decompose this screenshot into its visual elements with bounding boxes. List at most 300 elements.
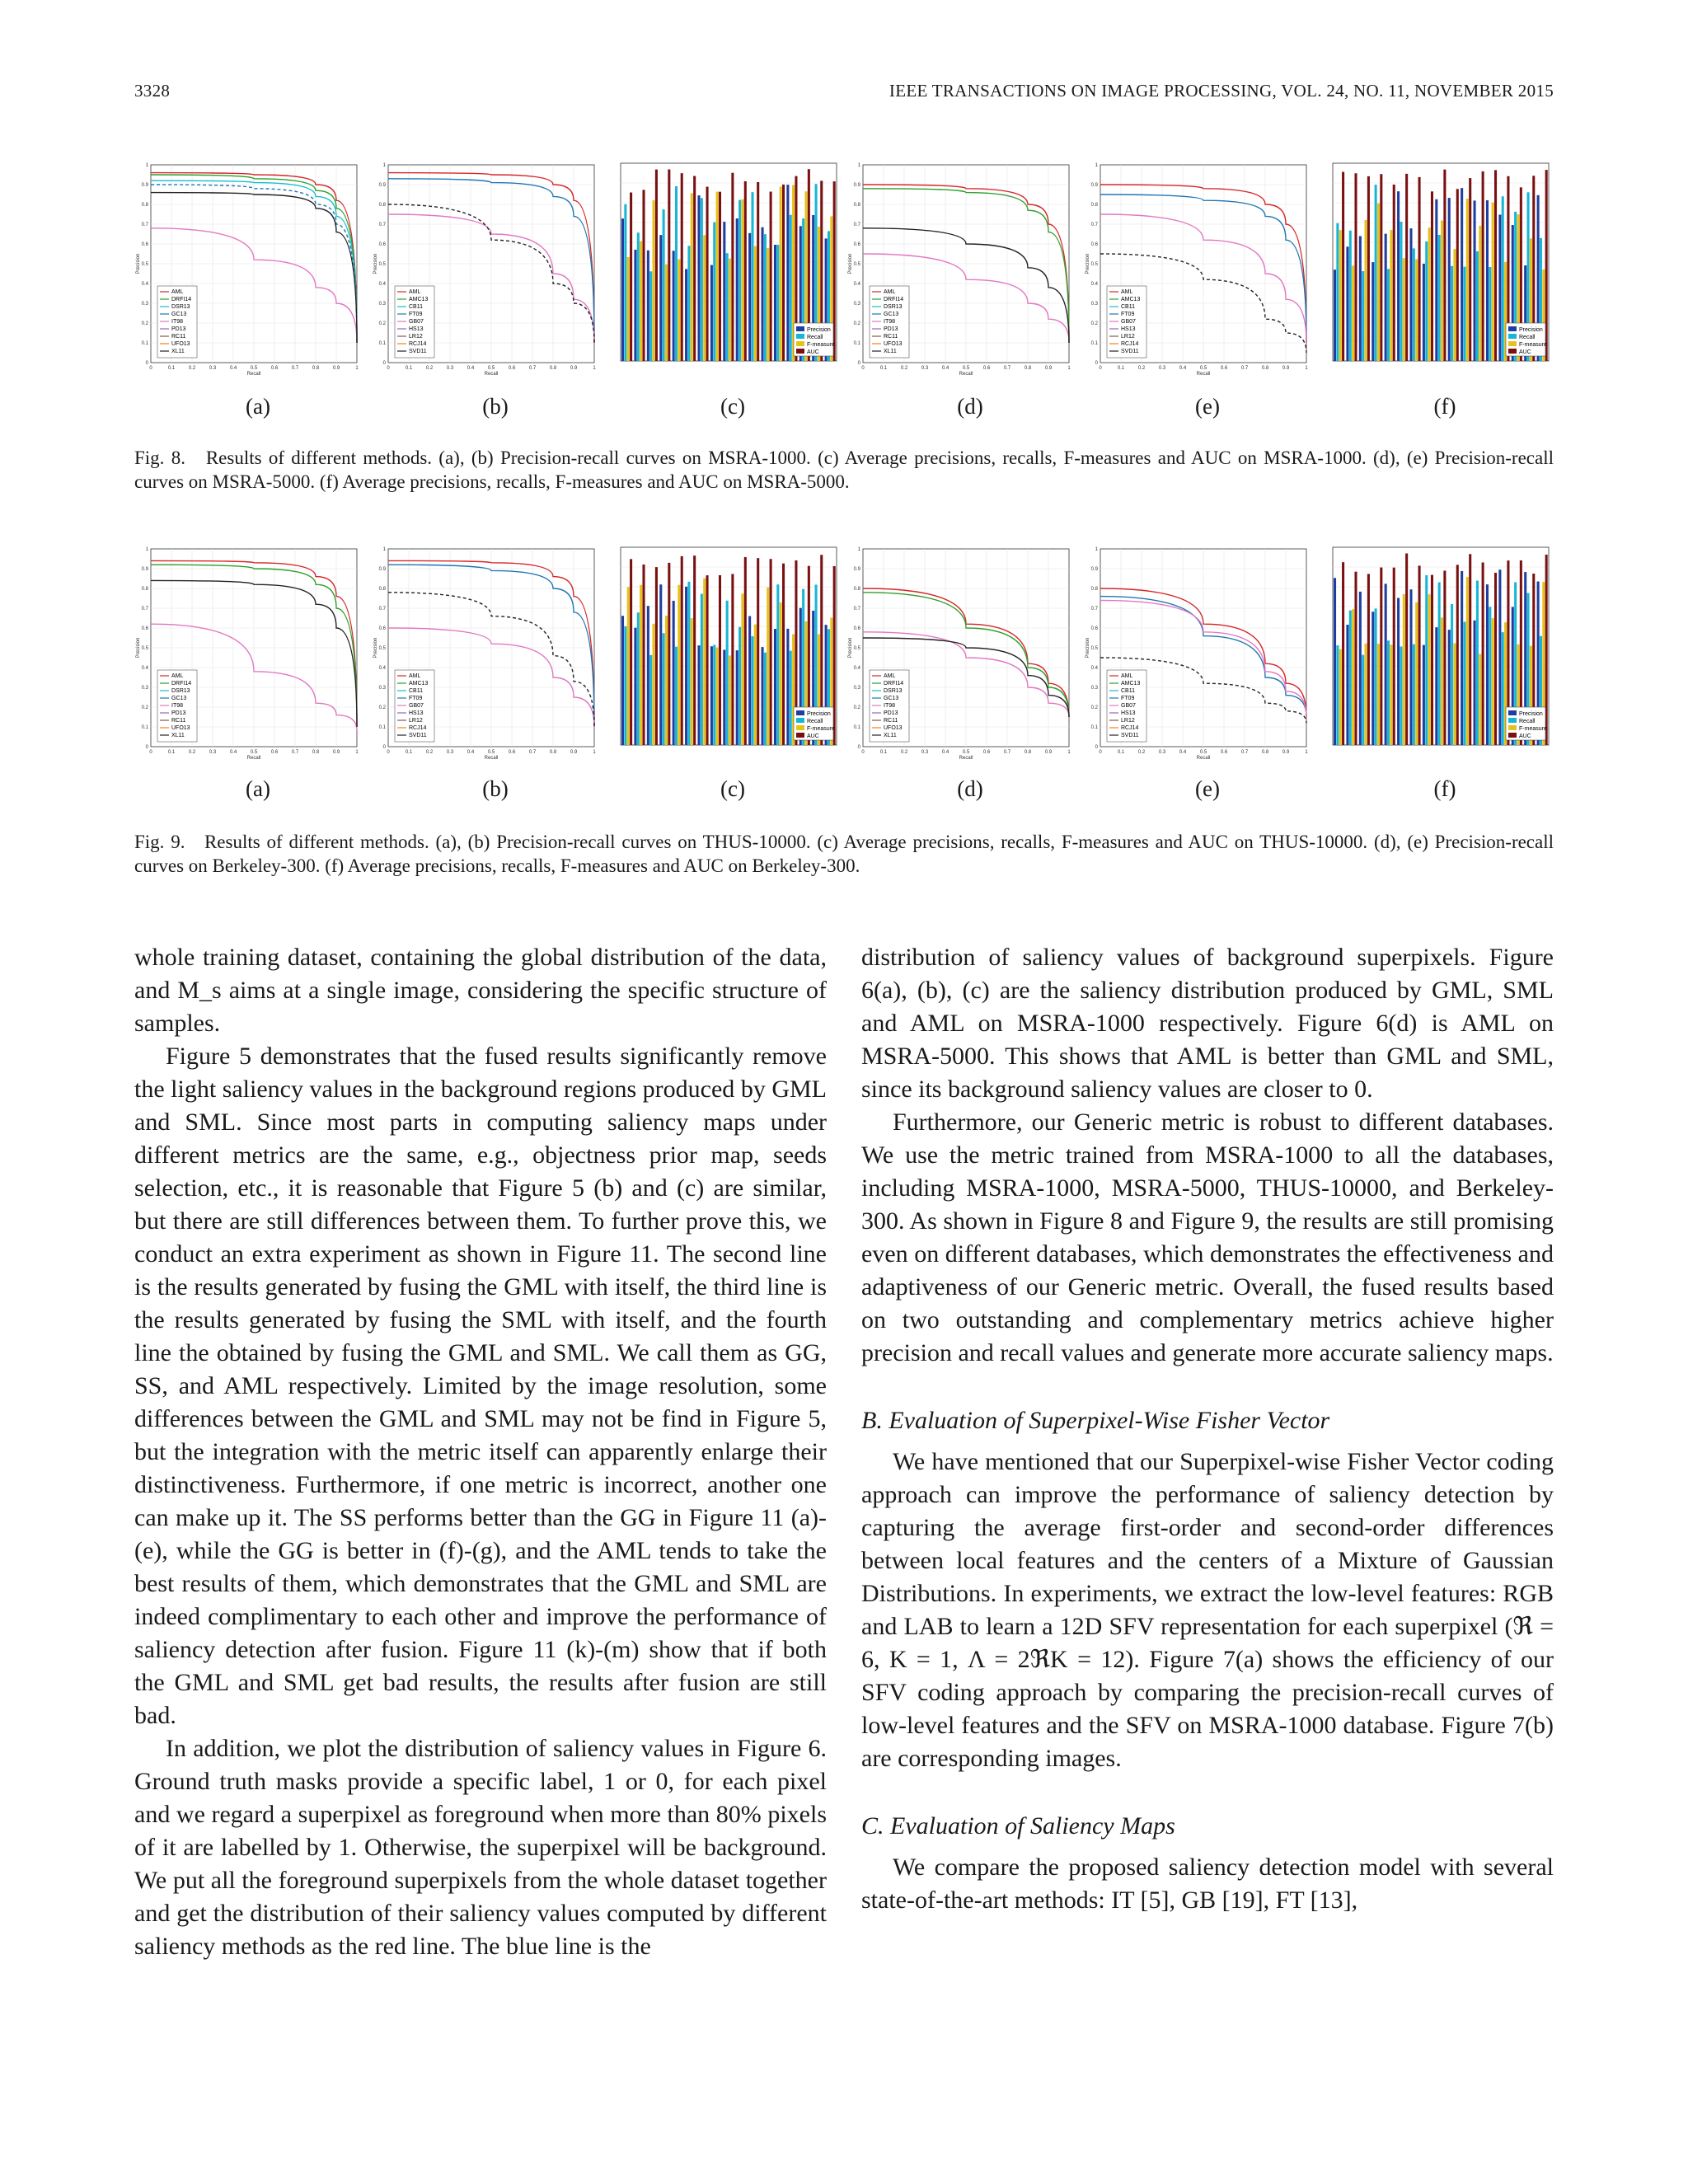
y-tick-label: 0.4: [141, 282, 148, 287]
bar: [1476, 251, 1479, 361]
legend-entry: AML: [1121, 673, 1133, 679]
bar: [723, 649, 725, 745]
bar: [1443, 170, 1446, 361]
x-tick-label: 0.5: [487, 366, 495, 371]
bar: [774, 629, 776, 745]
bar: [1451, 604, 1453, 745]
y-tick-label: 0.3: [853, 686, 860, 691]
legend-entry: Recall: [807, 719, 823, 724]
legend-entry: FT09: [409, 312, 423, 317]
legend-swatch: [1508, 341, 1517, 346]
y-tick-label: 0.5: [1090, 262, 1098, 267]
y-tick-label: 0: [145, 745, 148, 750]
y-tick-label: 0.6: [1090, 626, 1098, 631]
x-tick-label: 0.4: [1179, 750, 1187, 755]
y-axis-label: Precision: [373, 637, 378, 658]
bar: [738, 627, 741, 745]
fig8-label-a: (a): [246, 394, 270, 419]
bar: [1461, 571, 1463, 745]
y-tick-label: 0.9: [1090, 183, 1098, 188]
y-tick-label: 0.1: [141, 725, 148, 730]
legend-entry: GC13: [884, 312, 899, 317]
bar: [1400, 222, 1402, 361]
x-tick-label: 0.7: [528, 750, 537, 755]
bar: [668, 170, 670, 361]
bar: [1403, 594, 1405, 745]
chart-svg-fig9f: [1321, 542, 1552, 761]
y-tick-label: 0: [382, 745, 386, 750]
bar: [687, 246, 690, 361]
bar: [731, 173, 734, 361]
bar: [729, 259, 731, 361]
legend-swatch: [796, 349, 804, 354]
chart-fig8b: [372, 158, 603, 377]
x-tick-label: 0.2: [425, 366, 434, 371]
x-tick-label: 1: [593, 750, 596, 755]
fig9-label-c: (c): [720, 776, 745, 801]
x-axis-label: Recall: [1196, 372, 1211, 377]
bar: [691, 618, 693, 745]
legend-entry: CB11: [409, 304, 423, 310]
x-tick-label: 0.3: [1158, 366, 1166, 371]
x-tick-label: 0.3: [1158, 750, 1166, 755]
y-tick-label: 0.2: [1090, 321, 1098, 326]
bar: [1453, 643, 1456, 745]
legend-entry: XL11: [884, 733, 897, 738]
bar: [754, 246, 757, 361]
bar: [1463, 622, 1465, 745]
bar: [1405, 553, 1408, 745]
bar: [713, 644, 715, 745]
bar: [634, 628, 636, 745]
bar: [1372, 612, 1374, 745]
y-tick-label: 0.4: [378, 666, 386, 671]
legend-entry: PD13: [884, 710, 898, 716]
x-tick-label: 0.6: [982, 750, 991, 755]
bar: [754, 625, 757, 745]
legend-entry: IT98: [884, 703, 896, 709]
y-tick-label: 0.2: [853, 705, 860, 710]
bar: [693, 555, 696, 745]
x-tick-label: 0.1: [879, 366, 888, 371]
bar: [1359, 237, 1362, 361]
bar: [1476, 580, 1479, 745]
y-tick-label: 0.6: [853, 626, 860, 631]
bar: [1466, 577, 1469, 745]
bar: [1352, 609, 1354, 745]
y-tick-label: 0.6: [378, 626, 386, 631]
y-tick-label: 0.1: [1090, 725, 1098, 730]
legend-entry: CB11: [1121, 688, 1135, 694]
bar: [1393, 568, 1395, 745]
x-tick-label: 0: [149, 750, 152, 755]
bar: [1380, 174, 1382, 361]
legend-entry: AUC: [807, 733, 819, 739]
bar: [1413, 644, 1415, 745]
bar: [744, 181, 747, 361]
x-tick-label: 0.5: [1199, 366, 1207, 371]
bar: [1377, 204, 1380, 361]
bar: [1336, 223, 1339, 361]
y-tick-label: 0.8: [1090, 203, 1098, 208]
bar: [1387, 640, 1390, 745]
legend-entry: AML: [409, 673, 421, 679]
section-b-title: B. Evaluation of Superpixel-Wise Fisher Vector: [861, 1407, 1330, 1434]
bar: [1342, 172, 1344, 361]
x-tick-label: 0.6: [270, 366, 279, 371]
x-tick-label: 0: [387, 750, 390, 755]
legend-entry: CB11: [409, 688, 423, 694]
chart-fig9f: [1321, 542, 1552, 761]
bar: [1489, 267, 1491, 361]
legend-entry: RCJ14: [1121, 725, 1139, 731]
section-c-paragraph: We compare the proposed saliency detection model with several state-of-the-art methods: IT [5], GB [19], FT [13],: [861, 1854, 1554, 1914]
journal-header: IEEE TRANSACTIONS ON IMAGE PROCESSING, VOL. 24, NO. 11, NOVEMBER 2015: [889, 81, 1554, 101]
bar: [1486, 200, 1489, 361]
chart-svg-fig9b: [372, 542, 603, 761]
bar: [1375, 185, 1377, 361]
bar: [630, 193, 632, 361]
bar: [627, 587, 630, 745]
x-tick-label: 0: [387, 366, 390, 371]
x-tick-label: 0.9: [570, 366, 578, 371]
x-tick-label: 1: [355, 366, 359, 371]
legend-entry: F-measure: [807, 342, 835, 348]
y-tick-label: 0.2: [141, 321, 148, 326]
legend-entry: FT09: [409, 696, 423, 701]
y-tick-label: 0.8: [378, 587, 386, 592]
y-tick-label: 0.5: [141, 646, 148, 651]
bar: [1385, 234, 1387, 361]
legend-swatch: [1508, 725, 1517, 730]
bar: [770, 559, 772, 745]
x-tick-label: 1: [1305, 750, 1308, 755]
legend-swatch: [1508, 349, 1517, 354]
bar: [1400, 647, 1402, 745]
y-axis-label: Precision: [1085, 637, 1090, 658]
bar: [1352, 265, 1354, 361]
x-tick-label: 0.6: [508, 750, 516, 755]
bar: [782, 185, 785, 361]
y-axis-label: Precision: [136, 637, 141, 658]
bar: [665, 616, 668, 745]
bar: [663, 209, 665, 361]
x-tick-label: 0.1: [405, 366, 413, 371]
y-tick-label: 1: [145, 163, 148, 168]
bar: [691, 193, 693, 361]
legend-entry: PD13: [171, 710, 186, 716]
legend-entry: HS13: [409, 710, 424, 716]
bar: [1469, 178, 1471, 361]
bar: [762, 227, 764, 361]
x-tick-label: 0.2: [900, 750, 908, 755]
y-tick-label: 1: [857, 547, 860, 552]
y-axis-label: Precision: [373, 253, 378, 274]
y-tick-label: 0.8: [141, 203, 148, 208]
bar: [780, 187, 782, 361]
bar: [1474, 621, 1476, 745]
x-tick-label: 0.3: [209, 750, 217, 755]
bar: [678, 260, 680, 361]
chart-fig9a: [134, 542, 365, 761]
y-tick-label: 0.8: [853, 203, 860, 208]
y-tick-label: 0.3: [141, 302, 148, 307]
y-tick-label: 0.5: [141, 262, 148, 267]
bar: [659, 235, 662, 361]
bar: [668, 563, 670, 745]
y-tick-label: 0.2: [1090, 705, 1098, 710]
y-tick-label: 0.9: [853, 567, 860, 572]
x-tick-label: 0.3: [209, 366, 217, 371]
bar: [776, 584, 779, 745]
legend-entry: HS13: [409, 326, 424, 332]
bar: [1349, 611, 1352, 745]
y-tick-label: 0.3: [1090, 302, 1098, 307]
legend-entry: LR12: [409, 334, 423, 340]
right-paragraph-1: distribution of saliency values of background superpixels. Figure 6(a), (b), (c) are the saliency distribution produced by GML, SML and AML on MSRA-1000 respectively. Figure 6(d) is AML on MSRA-5000. This shows that AML is better than GML and SML, since its background saliency values are closer to 0.: [861, 944, 1554, 1103]
bar: [1423, 264, 1425, 361]
legend-entry: DSR13: [171, 304, 190, 310]
legend-entry: SVD11: [409, 733, 427, 738]
bar: [1415, 602, 1418, 745]
chart-fig8c: [609, 158, 840, 377]
bar: [1372, 262, 1374, 361]
legend-entry: IT98: [171, 703, 184, 709]
bar: [1409, 228, 1412, 361]
bar: [1453, 249, 1456, 361]
legend-entry: DRFI14: [884, 681, 904, 687]
y-tick-label: 0.7: [141, 607, 148, 612]
x-tick-label: 0.2: [425, 750, 434, 755]
fig9-label-b: (b): [482, 776, 509, 801]
bar: [1397, 598, 1400, 745]
legend-entry: LR12: [409, 718, 423, 724]
bar: [1385, 583, 1387, 745]
bar: [675, 647, 678, 745]
bar: [642, 565, 645, 745]
bar: [1403, 258, 1405, 361]
bar: [1498, 214, 1501, 361]
legend-entry: AMC13: [1121, 297, 1141, 302]
bar: [744, 557, 747, 745]
x-tick-label: 0.8: [312, 366, 320, 371]
legend-swatch: [1508, 733, 1517, 738]
bar: [653, 624, 655, 745]
bar: [681, 556, 683, 745]
y-tick-label: 0.5: [378, 262, 386, 267]
legend-entry: GB07: [409, 703, 424, 709]
bar: [757, 182, 759, 361]
bar: [655, 170, 658, 361]
bar: [1456, 565, 1459, 745]
x-axis-label: Recall: [959, 756, 973, 761]
y-tick-label: 0.4: [1090, 666, 1098, 671]
bar: [1469, 554, 1471, 745]
y-tick-label: 0.7: [141, 223, 148, 227]
y-tick-label: 0.3: [378, 686, 386, 691]
legend-entry: DRFI14: [884, 297, 904, 302]
bar: [637, 612, 640, 745]
x-tick-label: 0: [861, 750, 865, 755]
bar: [786, 629, 789, 745]
legend-entry: AML: [409, 289, 421, 295]
bar: [697, 195, 700, 361]
y-tick-label: 0.5: [378, 646, 386, 651]
x-tick-label: 0.4: [941, 366, 950, 371]
x-tick-label: 0.7: [1240, 750, 1249, 755]
y-tick-label: 0.9: [378, 567, 386, 572]
page-number: 3328: [134, 81, 171, 101]
y-tick-label: 1: [857, 163, 860, 168]
bar: [697, 645, 700, 745]
bar: [1494, 573, 1497, 745]
legend-entry: Recall: [807, 335, 823, 340]
bar: [627, 257, 630, 361]
legend-entry: AML: [884, 289, 896, 295]
legend-entry: LR12: [1121, 718, 1135, 724]
x-tick-label: 0: [1099, 366, 1102, 371]
fig8-label-b: (b): [482, 394, 509, 419]
y-tick-label: 0.3: [378, 302, 386, 307]
x-tick-label: 0.4: [1179, 366, 1187, 371]
bar: [1441, 221, 1443, 361]
x-tick-label: 0.2: [188, 750, 196, 755]
x-tick-label: 0.5: [250, 750, 258, 755]
fig9-label-a: (a): [246, 776, 270, 801]
bar: [1466, 199, 1469, 361]
bar: [726, 601, 729, 745]
bar: [637, 232, 640, 361]
legend-entry: CB11: [1121, 304, 1135, 310]
bar: [1502, 632, 1504, 745]
legend-swatch: [1508, 718, 1517, 723]
bar: [1425, 575, 1428, 745]
bar: [1334, 578, 1336, 745]
x-axis-label: Recall: [1196, 756, 1211, 761]
y-axis-label: Precision: [136, 253, 141, 274]
y-tick-label: 0.3: [1090, 686, 1098, 691]
x-tick-label: 0.4: [229, 750, 237, 755]
legend-swatch: [1508, 326, 1517, 331]
x-axis-label: Recall: [484, 756, 499, 761]
x-tick-label: 0.4: [229, 366, 237, 371]
section-b-paragraph: We have mentioned that our Superpixel-wise Fisher Vector coding approach can improve the performance of saliency detection by capturing the average first-order and second-order differences between local features and the centers of a Mixture of Gaussian Distributions. In experiments, we extract the low-level features: RGB and LAB to learn a 12D SFV representation for each superpixel (ℜ = 6, K = 1, Λ = 2ℜK = 12). Figure 7(a) shows the efficiency of our SFV coding approach by comparing the precision-recall curves of low-level features and the SFV on MSRA-1000 database. Figure 7(b) are corresponding images.: [861, 1448, 1554, 1772]
y-tick-label: 0.4: [1090, 282, 1098, 287]
bar: [723, 222, 725, 361]
bar: [1486, 584, 1489, 745]
bar: [621, 218, 624, 361]
chart-fig9c: [609, 542, 840, 761]
x-tick-label: 0.6: [982, 366, 991, 371]
bar: [701, 594, 703, 745]
bar: [1413, 248, 1415, 361]
x-tick-label: 0.8: [549, 366, 557, 371]
legend-entry: AMC13: [409, 681, 429, 687]
legend-entry: GC13: [884, 696, 899, 701]
x-tick-label: 0.6: [1220, 366, 1228, 371]
bar: [649, 655, 652, 745]
bar: [764, 234, 767, 361]
y-tick-label: 0.1: [1090, 341, 1098, 346]
legend-entry: UFO13: [884, 725, 903, 731]
legend-entry: DSR13: [884, 304, 903, 310]
chart-svg-fig8f: [1321, 158, 1552, 377]
x-tick-label: 0.6: [270, 750, 279, 755]
section-c-title: C. Evaluation of Saliency Maps: [861, 1812, 1175, 1840]
x-tick-label: 0.9: [1044, 366, 1053, 371]
legend-swatch: [796, 718, 804, 723]
bar: [1418, 177, 1421, 361]
bar: [703, 235, 706, 361]
y-tick-label: 0.1: [853, 341, 860, 346]
bar: [710, 646, 713, 745]
y-tick-label: 0.5: [1090, 646, 1098, 651]
y-tick-label: 0.6: [141, 242, 148, 247]
figure-9-panels: [134, 542, 1554, 761]
legend-entry: UFO13: [171, 341, 190, 347]
x-tick-label: 0.9: [332, 750, 340, 755]
y-tick-label: 0.9: [141, 567, 148, 572]
right-column: [861, 941, 1554, 1917]
x-tick-label: 0.6: [1220, 750, 1228, 755]
bar: [1443, 570, 1446, 745]
bar: [640, 241, 642, 361]
bar: [634, 250, 636, 361]
fig8-caption-label: Fig. 8.: [134, 448, 185, 468]
bar: [770, 192, 772, 361]
x-tick-label: 0.7: [1240, 366, 1249, 371]
bar: [1489, 607, 1491, 745]
chart-svg-fig8c: [609, 158, 840, 377]
x-tick-label: 0.5: [1199, 750, 1207, 755]
y-tick-label: 0.1: [141, 341, 148, 346]
bar: [1461, 188, 1463, 361]
legend-swatch: [796, 334, 804, 339]
legend-entry: GB07: [409, 319, 424, 325]
x-tick-label: 0.3: [446, 366, 454, 371]
bar: [1418, 565, 1421, 745]
bar: [1482, 171, 1484, 361]
legend-entry: DRFI14: [171, 297, 192, 302]
x-tick-label: 0.1: [879, 750, 888, 755]
y-tick-label: 0.7: [853, 607, 860, 612]
x-tick-label: 0: [861, 366, 865, 371]
bar: [1346, 625, 1348, 745]
legend-entry: PD13: [884, 326, 898, 332]
bar: [1482, 562, 1484, 745]
bar: [1367, 176, 1370, 361]
fig9-caption-text: Results of different methods. (a), (b) Precision-recall curves on THUS-10000. (c) Average precisions, recalls, F-measures and AUC on THUS-10000. (d), (e) Precision-recall curves on Berkeley-300. (f) Average precisions, recalls, F-measures and AUC on Berkeley-300.: [134, 832, 1554, 876]
bar: [767, 248, 769, 361]
y-tick-label: 0: [857, 361, 860, 366]
x-tick-label: 0.6: [508, 366, 516, 371]
bar: [1448, 630, 1451, 745]
legend-entry: RC11: [171, 334, 186, 340]
x-tick-label: 0.8: [1261, 366, 1269, 371]
legend-swatch: [1508, 710, 1517, 715]
x-tick-label: 1: [1305, 366, 1308, 371]
x-axis-label: Recall: [959, 372, 973, 377]
y-tick-label: 0.8: [141, 587, 148, 592]
chart-svg-fig9c: [609, 542, 840, 761]
chart-svg-fig8e: [1084, 158, 1315, 377]
legend-entry: DRFI14: [171, 681, 192, 687]
chart-svg-fig8b: [372, 158, 603, 377]
bar: [630, 559, 632, 745]
y-tick-label: 0: [1095, 745, 1098, 750]
bar: [663, 633, 665, 745]
legend-swatch: [1508, 334, 1517, 339]
